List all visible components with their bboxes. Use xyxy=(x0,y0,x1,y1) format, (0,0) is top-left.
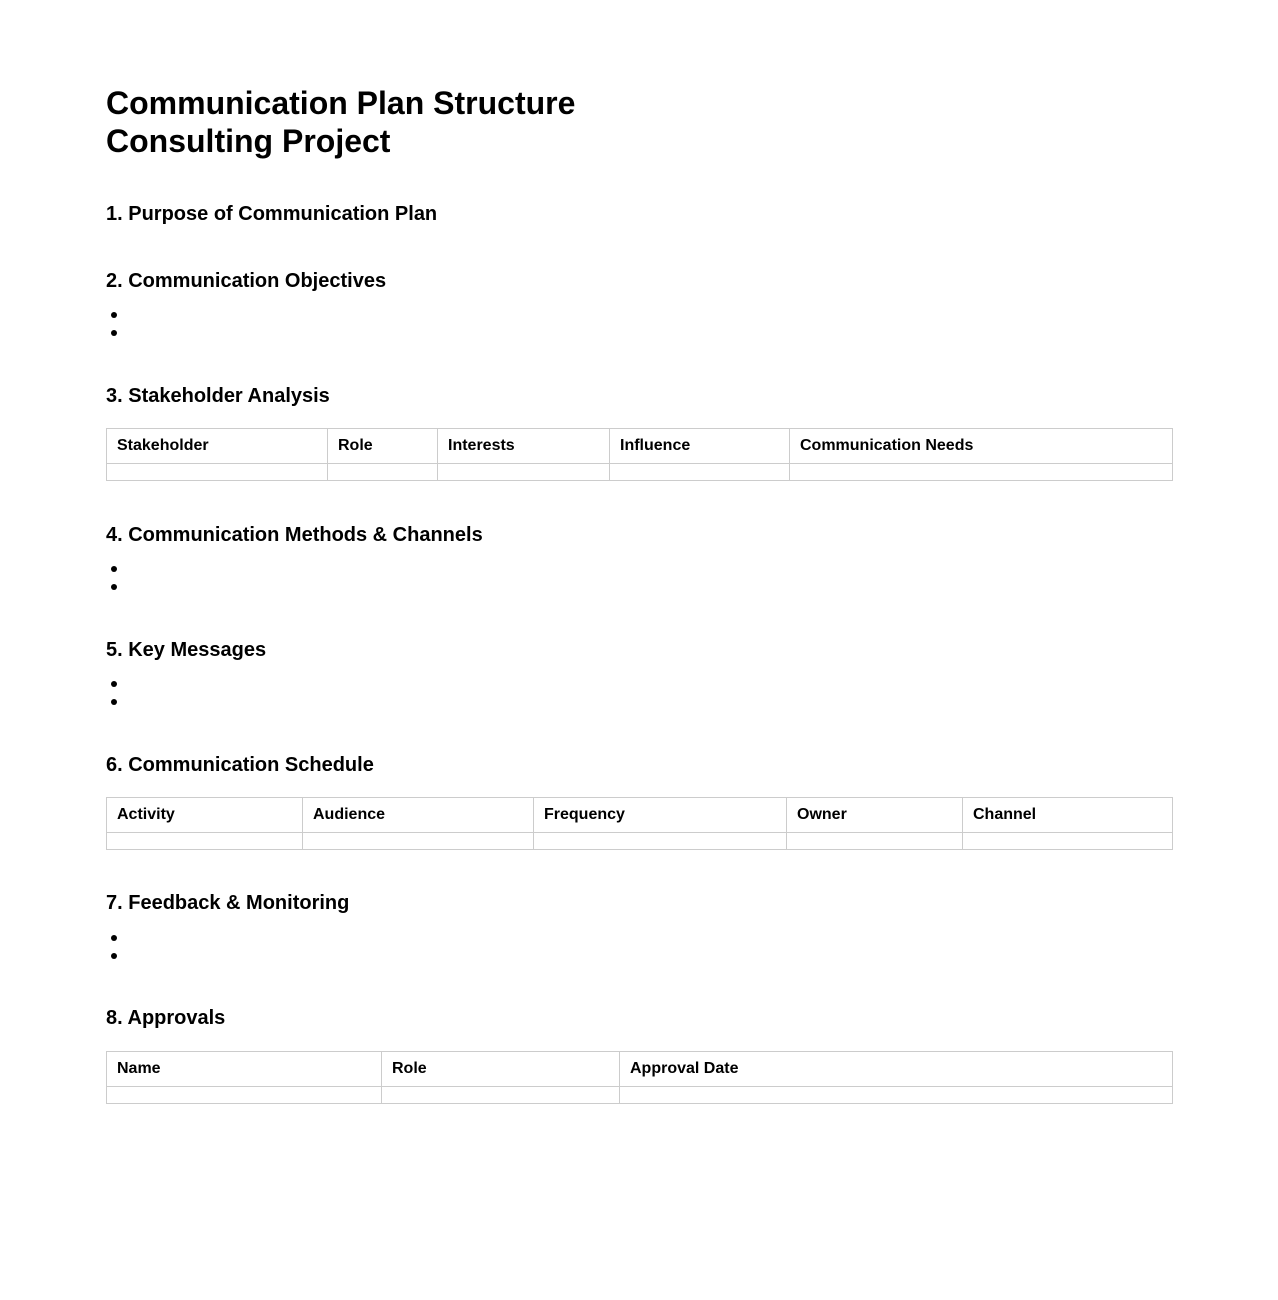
schedule-table xyxy=(106,797,1173,850)
column-header: Audience xyxy=(303,798,534,833)
column-header: Stakeholder xyxy=(107,429,328,464)
heading-schedule: 6. Communication Schedule xyxy=(106,754,374,776)
table-cell[interactable] xyxy=(963,833,1173,850)
heading-stakeholder-analysis: 3. Stakeholder Analysis xyxy=(106,385,330,407)
document-title xyxy=(106,84,575,160)
column-header: Communication Needs xyxy=(790,429,1173,464)
table-cell[interactable] xyxy=(438,464,610,481)
table-cell[interactable] xyxy=(303,833,534,850)
heading-feedback-monitoring: 7. Feedback & Monitoring xyxy=(106,892,350,914)
approvals-table xyxy=(106,1051,1173,1104)
table-cell[interactable] xyxy=(610,464,790,481)
heading-purpose: 1. Purpose of Communication Plan xyxy=(106,203,438,225)
column-header: Frequency xyxy=(534,798,787,833)
table-cell[interactable] xyxy=(790,464,1173,481)
stakeholder-table xyxy=(106,428,1173,481)
table-row xyxy=(107,464,1173,481)
table-cell[interactable] xyxy=(787,833,963,850)
table-cell[interactable] xyxy=(328,464,438,481)
heading-methods-channels: 4. Communication Methods & Channels xyxy=(106,524,483,546)
column-header: Owner xyxy=(787,798,963,833)
table-header-row xyxy=(107,798,1173,833)
column-header: Role xyxy=(328,429,438,464)
table-row xyxy=(107,833,1173,850)
column-header: Interests xyxy=(438,429,610,464)
column-header: Activity xyxy=(107,798,303,833)
table-cell[interactable] xyxy=(107,1087,382,1104)
table-cell[interactable] xyxy=(620,1087,1173,1104)
column-header: Approval Date xyxy=(620,1052,1173,1087)
table-row xyxy=(107,1087,1173,1104)
table-cell[interactable] xyxy=(107,833,303,850)
column-header: Name xyxy=(107,1052,382,1087)
table-header-row xyxy=(107,429,1173,464)
title-line-2: Consulting Project xyxy=(106,123,391,159)
column-header: Influence xyxy=(610,429,790,464)
column-header: Channel xyxy=(963,798,1173,833)
table-header-row xyxy=(107,1052,1173,1087)
table-cell[interactable] xyxy=(107,464,328,481)
title-line-1: Communication Plan Structure xyxy=(106,85,576,121)
table-cell[interactable] xyxy=(534,833,787,850)
heading-objectives: 2. Communication Objectives xyxy=(106,270,387,292)
table-cell[interactable] xyxy=(382,1087,620,1104)
column-header: Role xyxy=(382,1052,620,1087)
heading-approvals: 8. Approvals xyxy=(106,1007,226,1029)
heading-key-messages: 5. Key Messages xyxy=(106,639,267,661)
